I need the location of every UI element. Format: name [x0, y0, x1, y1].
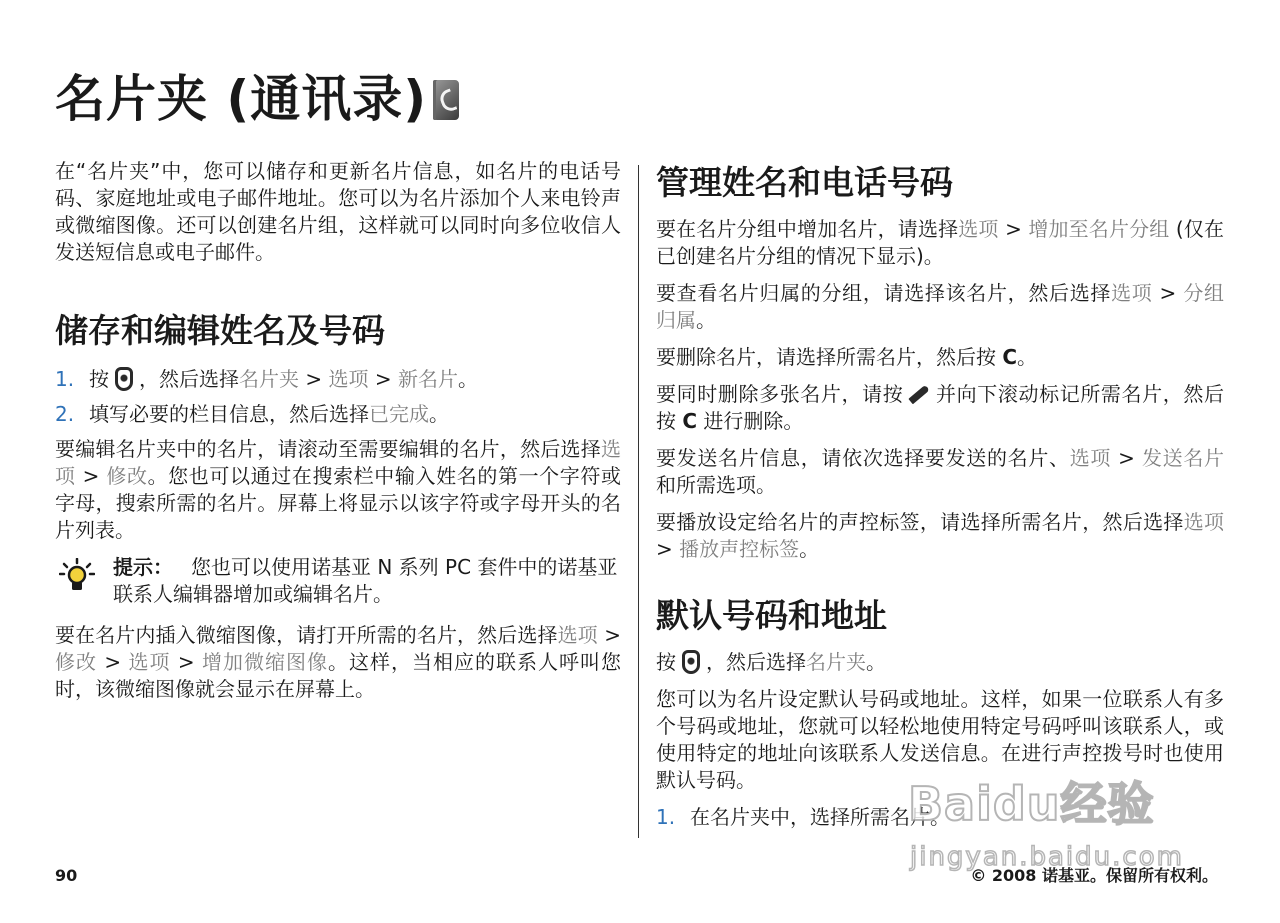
spacer	[656, 573, 1224, 595]
section-heading-default: 默认号码和地址	[656, 596, 887, 635]
column-divider	[638, 165, 639, 838]
spacer	[55, 352, 621, 366]
open-contacts-paragraph: 按 ，然后选择名片夹。	[656, 650, 886, 674]
voice-tag-paragraph: 要播放设定给名片的声控标签，请选择所需名片，然后选择选项 > 播放声控标签。	[656, 510, 1225, 561]
copyright-notice: © 2008 诺基亚。保留所有权利。	[970, 866, 1218, 885]
right-column	[656, 158, 1224, 839]
menu-key-icon	[682, 650, 700, 674]
lightbulb-icon	[59, 558, 95, 594]
section-heading-save-edit: 储存和编辑姓名及号码	[55, 311, 385, 350]
thumbnail-paragraph: 要在名片内插入微缩图像，请打开所需的名片，然后选择选项 > 修改 > 选项 > 增加微缩图像。这样，当相应的联系人呼叫您时，该微缩图像就会显示在屏幕上。	[55, 623, 622, 701]
spacer	[55, 276, 621, 310]
default-number-paragraph: 您可以为名片设定默认号码或地址。这样，如果一位联系人有多个号码或地址，您就可以轻松地使用特定号码呼叫该联系人，或使用特定的地址向该联系人发送信息。在进行声控拨号时也使用默认号码。	[656, 687, 1224, 792]
step-1: 1. 按 ，然后选择名片夹 > 选项 > 新名片。	[55, 367, 478, 391]
page-title: 名片夹 (通讯录)	[55, 62, 459, 136]
section-heading-manage: 管理姓名和电话号码	[656, 163, 953, 202]
default-step-1: 1. 在名片夹中，选择所需名片。	[656, 805, 950, 829]
watermark-logo-text: Baidu经验	[908, 777, 1155, 831]
intro-paragraph: 在“名片夹”中，您可以储存和更新名片信息，如名片的电话号码、家庭地址或电子邮件地址。您可以为名片添加个人来电铃声或微缩图像。还可以创建名片组，这样就可以同时向多位收信人发送短信息或电子邮件。	[55, 159, 621, 264]
edit-pencil-icon	[909, 385, 930, 405]
delete-multiple-paragraph: 要同时删除多张名片，请按 并向下滚动标记所需名片，然后按 C 进行删除。	[656, 382, 1225, 433]
send-card-paragraph: 要发送名片信息，请依次选择要发送的名片、选项 > 发送名片和所需选项。	[656, 446, 1225, 497]
tip-box: 提示： 您也可以使用诺基亚 N 系列 PC 套件中的诺基亚联系人编辑器增加或编辑名片。	[55, 554, 621, 608]
group-membership-paragraph: 要查看名片归属的分组，请选择该名片，然后选择选项 > 分组归属。	[656, 281, 1225, 332]
page-number: 90	[55, 866, 78, 885]
add-to-group-paragraph: 要在名片分组中增加名片，请选择选项 > 增加至名片分组 (仅在已创建名片分组的情况下显示)。	[656, 217, 1225, 268]
contacts-book-icon	[433, 80, 459, 120]
menu-key-icon	[115, 367, 133, 391]
edit-paragraph: 要编辑名片夹中的名片，请滚动至需要编辑的名片，然后选择选项 > 修改。您也可以通过在搜索栏中输入姓名的第一个字符或字母，搜索所需的名片。屏幕上将显示以该字符或字母开头的名片列表。	[55, 437, 622, 542]
watermark-url: jingyan.baidu.com	[910, 842, 1184, 872]
delete-paragraph: 要删除名片，请选择所需名片，然后按 C。	[656, 345, 1038, 369]
left-column	[55, 158, 621, 713]
step-2: 2. 填写必要的栏目信息，然后选择已完成。	[55, 402, 449, 426]
